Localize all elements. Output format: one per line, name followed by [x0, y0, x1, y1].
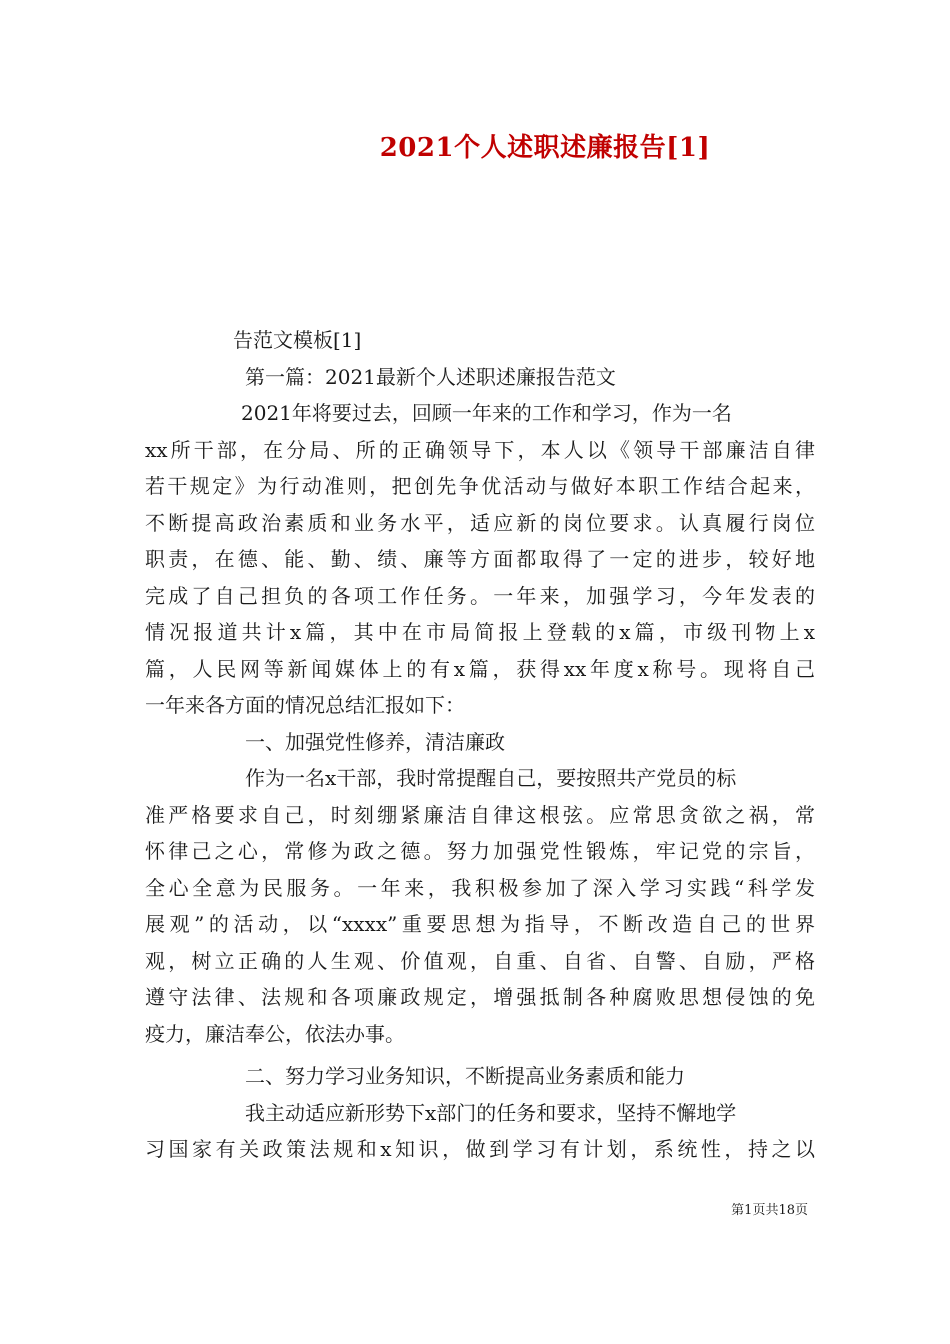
paragraph-line: 疫力，廉洁奉公，依法办事。 — [145, 1021, 405, 1046]
heading-two: 二、努力学习业务知识，不断提高业务素质和能力 — [245, 1064, 685, 1088]
paragraph-line: 完成了自己担负的各项工作任务。一年来，加强学习，今年发表的 — [145, 583, 815, 608]
paragraph-line: 一年来各方面的情况总结汇报如下： — [145, 693, 465, 717]
page-number: 第1页共18页 — [731, 1203, 808, 1218]
paragraph-line: 全心全意为民服务。一年来，我积极参加了深入学习实践“科学发 — [145, 875, 815, 900]
paragraph-line: 遵守法律、法规和各项廉政规定，增强抵制各种腐败思想侵蚀的免 — [145, 985, 815, 1009]
section-one-paragraph — [145, 760, 815, 1052]
paragraph-line: 2021年将要过去，回顾一年来的工作和学习，作为一名 — [241, 401, 732, 425]
paragraph-line: 不断提高政治素质和业务水平，适应新的岗位要求。认真履行岗位 — [145, 510, 815, 535]
paragraph-line: 我主动适应新形势下x部门的任务和要求，坚持不懈地学 — [245, 1100, 737, 1125]
intro-paragraph — [145, 395, 815, 724]
document-subtitle: 告范文模板[1] — [233, 328, 362, 352]
paragraph-line: 习国家有关政策法规和x知识，做到学习有计划，系统性，持之以 — [145, 1137, 815, 1161]
paragraph-line: xx所干部，在分局、所的正确领导下，本人以《领导干部廉洁自律 — [145, 437, 815, 462]
paragraph-line: 准严格要求自己，时刻绷紧廉洁自律这根弦。应常思贪欲之祸，常 — [145, 802, 815, 827]
paragraph-line: 篇，人民网等新闻媒体上的有x篇，获得xx年度x称号。现将自己 — [145, 656, 815, 681]
paragraph-line: 情况报道共计x篇，其中在市局简报上登载的x篇，市级刊物上x — [145, 620, 815, 644]
paragraph-line: 职责，在德、能、勤、绩、廉等方面都取得了一定的进步，较好地 — [145, 547, 815, 571]
paragraph-line: 若干规定》为行动准则，把创先争优活动与做好本职工作结合起来， — [145, 474, 815, 498]
section-two-paragraph — [145, 1095, 815, 1168]
paragraph-line: 展观”的活动，以“xxxx”重要思想为指导，不断改造自己的世界 — [145, 912, 815, 936]
heading-one: 一、加强党性修养，清洁廉政 — [245, 729, 505, 754]
document-body — [145, 322, 815, 1168]
document-title: 2021个人述职述廉报告[1] — [379, 133, 711, 163]
paragraph-line: 作为一名x干部，我时常提醒自己，要按照共产党员的标 — [245, 766, 737, 790]
paragraph-line: 观，树立正确的人生观、价值观，自重、自省、自警、自励，严格 — [145, 948, 815, 973]
section-heading: 第一篇：2021最新个人述职述廉报告范文 — [245, 364, 616, 389]
paragraph-line: 怀律己之心，常修为政之德。努力加强党性锻炼，牢记党的宗旨， — [145, 839, 815, 863]
